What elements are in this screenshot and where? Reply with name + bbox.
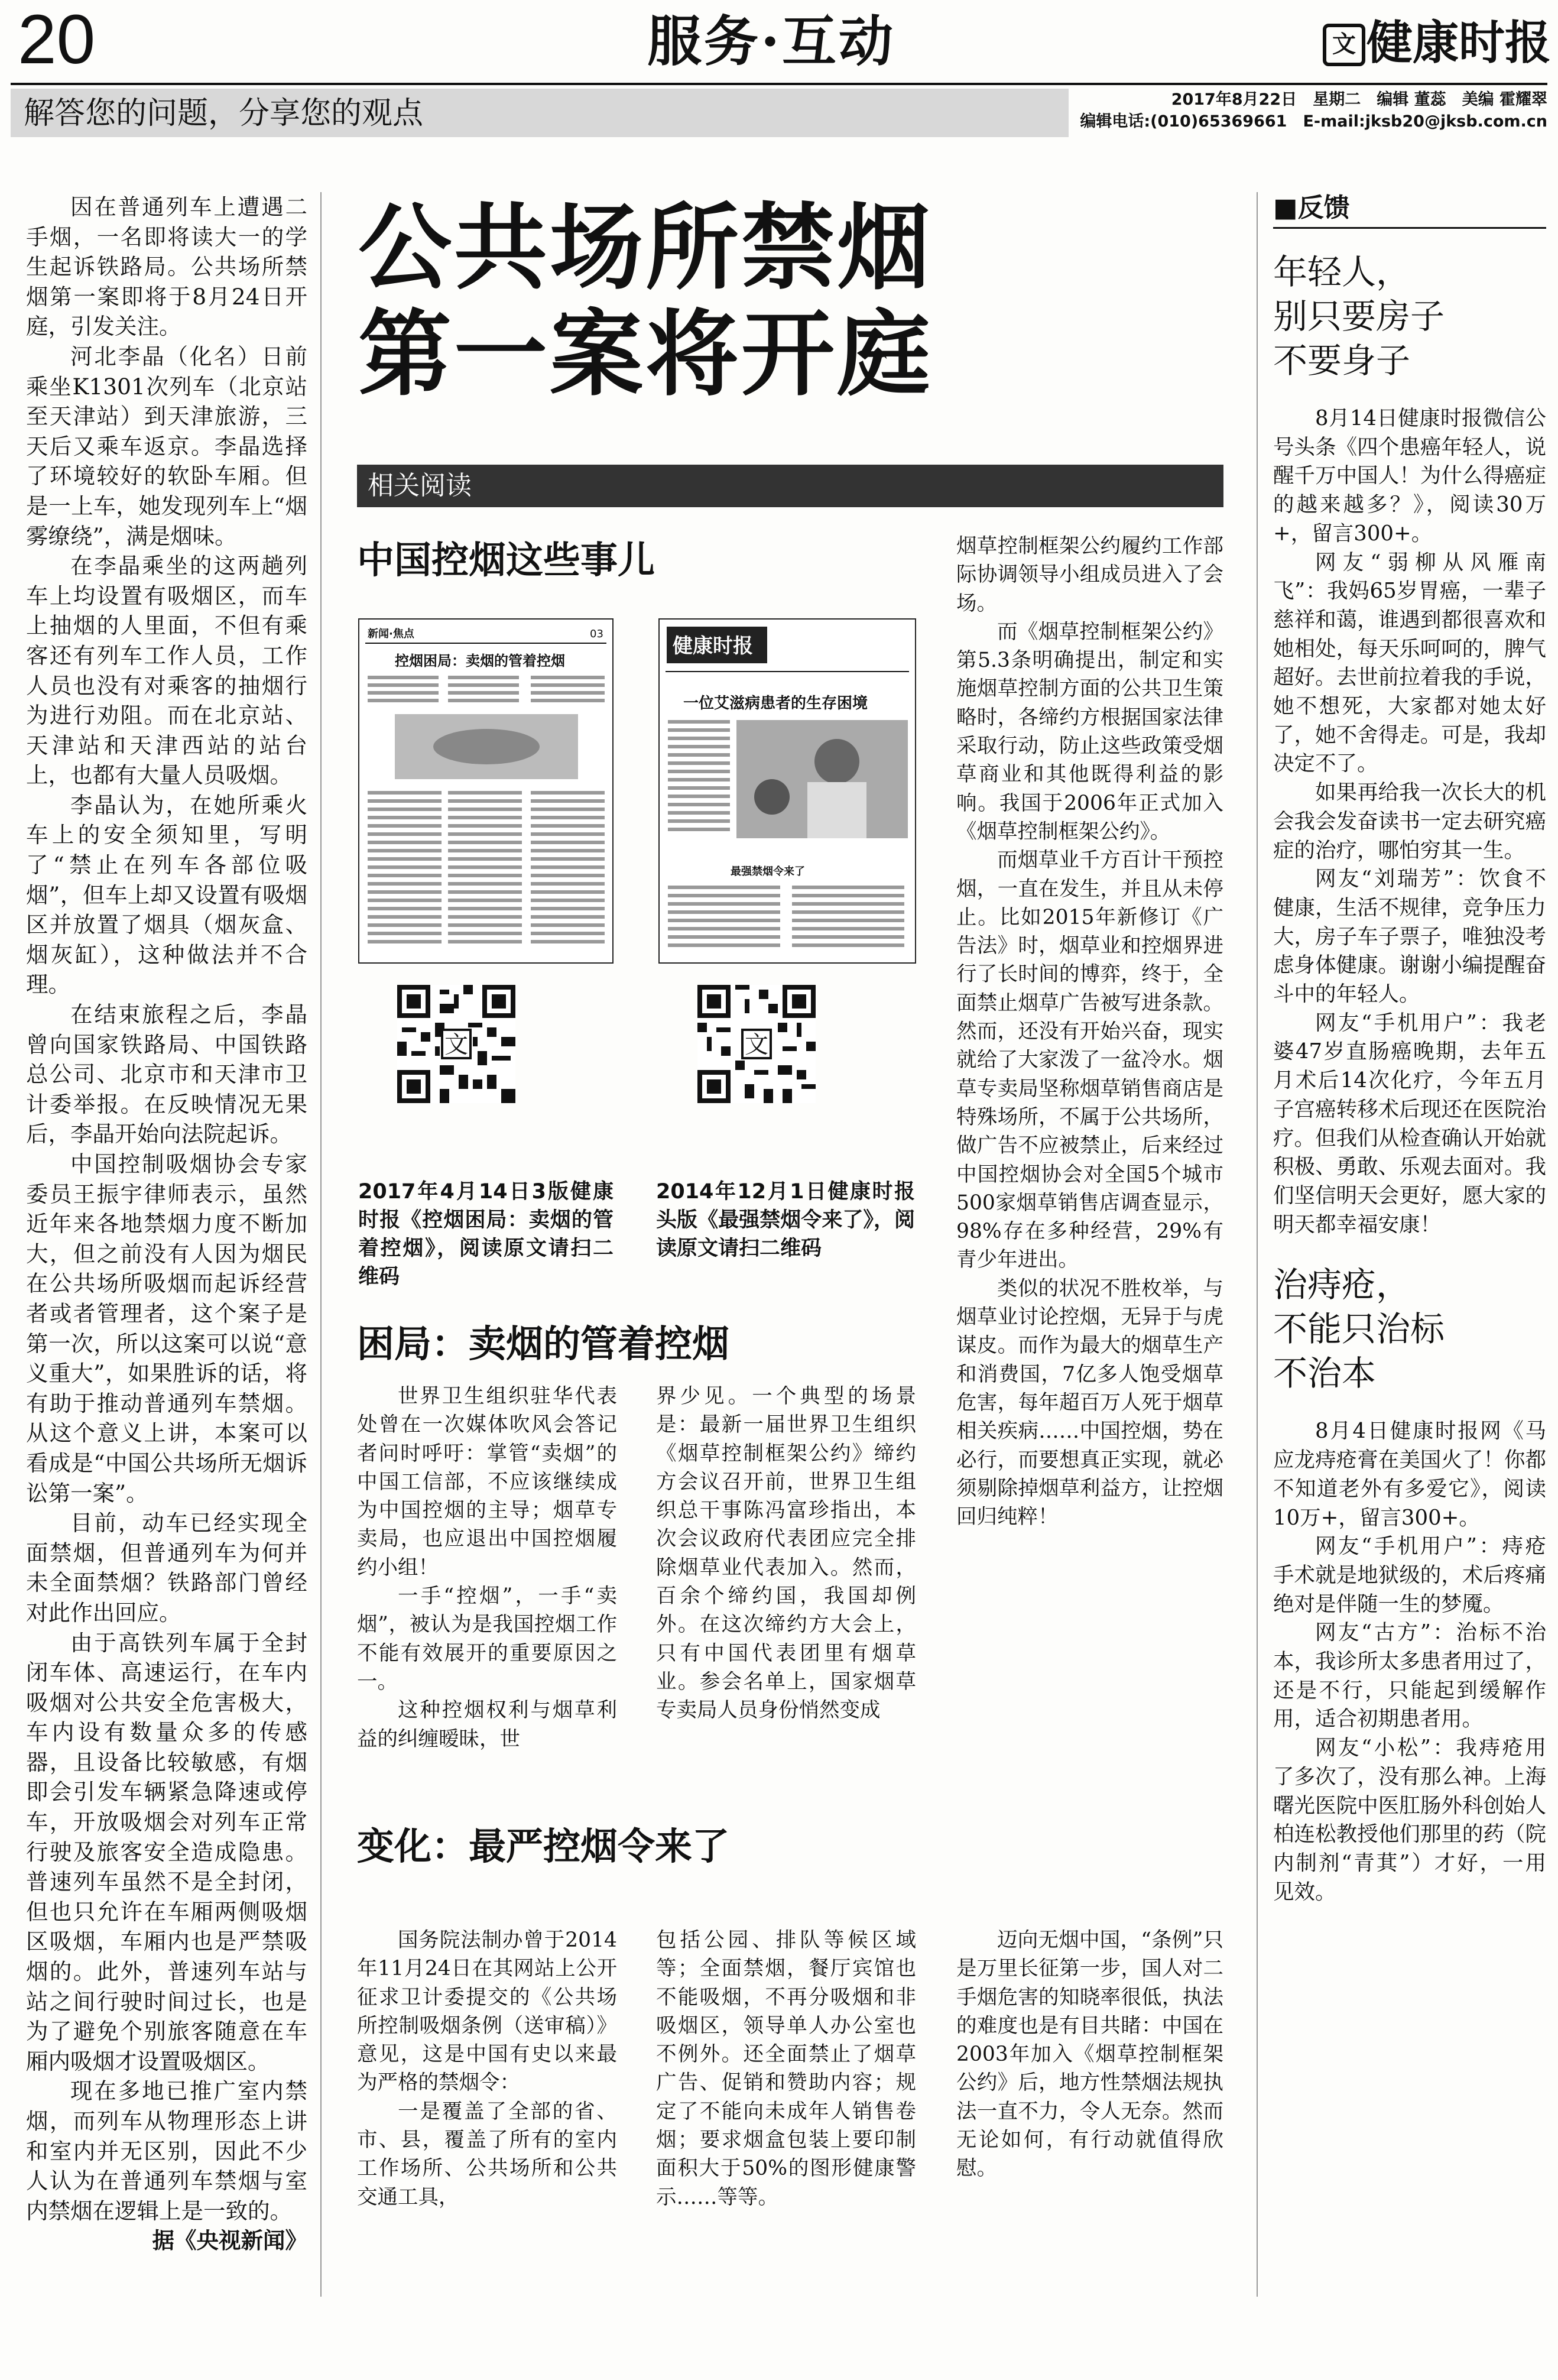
- title-line: 别只要房子: [1273, 296, 1445, 336]
- title-line: 治痔疮，: [1273, 1264, 1411, 1305]
- body-paragraph: 一是覆盖了全部的省、市、县，覆盖了所有的室内工作场所、公共场所和公共交通工具，: [357, 2099, 617, 2209]
- body-paragraph: 一手“控烟”，一手“卖烟”，被认为是我国控烟工作不能有效展开的重要原因之一。: [357, 1584, 617, 1694]
- column-divider: [1257, 192, 1258, 2297]
- section3-column-3: [956, 1926, 1223, 2183]
- main-headline: [358, 195, 949, 408]
- story-paragraph: 河北李晶（化名）日前乘坐K1301次列车（北京站至天津站）到天津旅游，三天后又乘车返京。李晶选择了环境较好的软卧车厢。但是一上车，她发现列车上“烟雾缭绕”，满是烟味。: [26, 343, 307, 549]
- headline-line: 公共场所禁烟: [358, 194, 933, 303]
- body-paragraph: 这种控烟权利与烟草利益的纠缠暧昧，世: [357, 1698, 617, 1751]
- body-paragraph: 而《烟草控制框架公约》第5.3条明确提出，制定和实施烟草控制方面的公共卫生策略时，各缔约方根据国家法律采取行动，防止这些政策受烟草商业和其他既得利益的影响。我国于2006年正式加入《烟草控制框架公约》。: [956, 620, 1223, 844]
- column-divider: [320, 192, 322, 2297]
- qr-center-mark: 文: [444, 1031, 468, 1059]
- section2-column-2: [656, 1382, 916, 1725]
- editor-info: [1075, 89, 1547, 132]
- section2-column-1: [357, 1382, 617, 1753]
- qr-center-mark: 文: [745, 1031, 768, 1059]
- newspaper-thumbnail-2014: [658, 618, 916, 964]
- title-line: 不要身子: [1273, 341, 1411, 381]
- section-title: 服务·互动: [647, 9, 896, 73]
- thumbnail-art: [660, 620, 915, 962]
- feedback-paragraph: 网友“刘瑞芳”：饮食不健康，生活不规律，竞争压力大，房子车子票子，唯独没考虑身体健康。谢谢小编提醒奋斗中的年轻人。: [1273, 867, 1546, 1007]
- feedback-paragraph: 网友“古方”：治标不治本，我诊所太多患者用过了，还是不行，只能起到缓解作用，适合初期患者用。: [1273, 1620, 1546, 1732]
- story-paragraph: 在结束旅程之后，李晶曾向国家铁路局、中国铁路总公司、北京市和天津市卫计委举报。在反映情况无果后，李晶开始向法院起诉。: [26, 1001, 307, 1147]
- story-paragraph: 李晶认为，在她所乘火车上的安全须知里，写明了“禁止在列车各部位吸烟”，但车上却又设置有吸烟区并放置了烟具（烟灰盒、烟灰缸），这种做法并不合理。: [26, 792, 307, 998]
- story-paragraph: 由于高铁列车属于全封闭车体、高速运行，在车内吸烟对公共安全危害极大，车内设有数量众多的传感器，且设备比较敏感，有烟即会引发车辆紧急降速或停车，开放吸烟会对列车正常行驶及旅客安全造成隐患。普速列车虽然不是全封闭，但也只允许在车厢两侧吸烟区吸烟，车厢内也是严禁吸烟的。此外，普速列车站与站之间行驶时间过长，也是为了避免个别旅客随意在车厢内吸烟才设置吸烟区。: [26, 1629, 307, 2074]
- feedback-paragraph: 网友“手机用户”：我老婆47岁直肠癌晚期，去年五月术后14次化疗，今年五月子宫癌转移术后现还在医院治疗。但我们从检查确认开始就积极、勇敢、乐观去面对。我们坚信明天会更好，愿大家的明天都幸福安康！: [1273, 1010, 1546, 1237]
- feedback-label: ■反馈: [1273, 193, 1350, 223]
- body-paragraph: 界少见。一个典型的场景是：最新一届世界卫生组织《烟草控制框架公约》缔约方会议召开前，世界卫生组织总干事陈冯富珍指出，本次会议政府代表团应完全排除烟草业代表加入。然而，百余个缔约国，我国却例外。在这次缔约方大会上，只有中国代表团里有烟草业。参会名单上，国家烟草专卖局人员身份悄然变成: [656, 1384, 916, 1723]
- story-source: 据《央视新闻》: [152, 2227, 307, 2254]
- feedback-item-title: [1273, 250, 1546, 383]
- date-editors: 2017年8月22日 星期二 编辑 董蕊 美编 霍耀翠: [1171, 90, 1547, 109]
- headline-line: 第一案将开庭: [358, 300, 933, 409]
- related-title: 中国控烟这些事儿: [357, 539, 655, 582]
- related-reading-bar: [357, 465, 1223, 507]
- thumbnail-art: [359, 620, 612, 962]
- qr-code-icon[interactable]: [697, 985, 816, 1105]
- main-story-body: [26, 192, 307, 2256]
- page-number: 20: [18, 1, 96, 79]
- thumbnail-caption: 2017年4月14日3版健康时报《控烟困局：卖烟的管着控烟》，阅读原文请扫二维码: [358, 1180, 614, 1289]
- tagline: 解答您的问题，分享您的观点: [24, 96, 424, 131]
- thumb-footer: 最强禁烟令来了: [731, 865, 805, 878]
- body-paragraph: 烟草控制框架公约履约工作部际协调领导小组成员进入了会场。: [956, 534, 1223, 615]
- body-paragraph: 世界卫生组织驻华代表处曾在一次媒体吹风会答记者问时呼吁：掌管“卖烟”的中国工信部，不应该继续成为中国控烟的主导；烟草专卖局，也应退出中国控烟履约小组！: [357, 1384, 617, 1580]
- body-paragraph: 迈向无烟中国，“条例”只是万里长征第一步，国人对二手烟危害的知晓率很低，执法的难度也是有目共睹：中国在2003年加入《烟草控制框架公约》后，地方性禁烟法规执法一直不力，令人无奈。然而无论如何，有行动就值得欣慰。: [956, 1928, 1223, 2181]
- story-paragraph: 现在多地已推广室内禁烟，而列车从物理形态上讲和室内并无区别，因此不少人认为在普通列车禁烟与室内禁烟在逻辑上是一致的。: [26, 2078, 307, 2224]
- title-line: 年轻人，: [1273, 252, 1411, 292]
- feedback-item-title: [1273, 1263, 1546, 1396]
- story-paragraph: 在李晶乘坐的这两趟列车上均设置有吸烟区，而车上抽烟的人里面，不但有乘客还有列车工作人员，工作人员也没有对乘客的抽烟行为进行劝阻。而在北京站、天津站和天津西站的站台上，也都有大量人员吸烟。: [26, 553, 307, 789]
- body-paragraph: 而烟草业千方百计干预控烟，一直在发生，并且从未停止。比如2015年新修订《广告法》时，烟草业和控烟界进行了长时间的博弈，终于，全面禁止烟草广告被写进条款。然而，还没有开始兴奋，现实就给了大家泼了一盆冷水。烟草专卖局坚称烟草销售商店是特殊场所，不属于公共场所，做广告不应被禁止，后来经过中国控烟协会对全国5个城市500家烟草销售店调查显示，98%存在多种经营，29%有青少年进出。: [956, 848, 1223, 1272]
- story-paragraph: 中国控制吸烟协会专家委员王振宇律师表示，虽然近年来各地禁烟力度不断加大，但之前没有人因为烟民在公共场所吸烟而起诉经营者或者管理者，这个案子是第一次，所以这案可以说“意义重大”，如果胜诉的话，将有助于推动普通列车禁烟。从这个意义上讲，本案可以看成是“中国公共场所无烟诉讼第一案”。: [26, 1151, 307, 1506]
- title-line: 不能只治标: [1273, 1309, 1445, 1350]
- story-paragraph: 因在普通列车上遭遇二手烟，一名即将读大一的学生起诉铁路局。公共场所禁烟第一案即将于8月24日开庭，引发关注。: [26, 194, 307, 340]
- related-reading-label: 相关阅读: [368, 471, 472, 501]
- related-column-3: [956, 532, 1223, 1531]
- section-title-change: 变化：最严控烟令来了: [357, 1825, 729, 1868]
- body-paragraph: 国务院法制办曾于2014年11月24日在其网站上公开征求卫计委提交的《公共场所控制吸烟条例（送审稿）》意见，这是中国有史以来最为严格的禁烟令：: [357, 1928, 617, 2095]
- section3-column-2: [656, 1926, 916, 2212]
- feedback-item-body: [1273, 404, 1546, 1239]
- section3-column-1: [357, 1926, 617, 2212]
- feedback-paragraph: 如果再给我一次长大的机会我会发奋读书一定去研究癌症的治疗，哪怕穷其一生。: [1273, 780, 1546, 862]
- title-line: 不治本: [1273, 1353, 1377, 1394]
- feedback-paragraph: 8月4日健康时报网《马应龙痔疮膏在美国火了！你都不知道老外有多爱它》，阅读10万+，留言300+。: [1273, 1419, 1546, 1530]
- thumb-header: 新闻·焦点: [368, 628, 414, 640]
- newspaper-logo-text: 健康时报: [1367, 16, 1551, 70]
- body-paragraph: 包括公园、排队等候区域等；全面禁烟，餐厅宾馆也不能吸烟，不再分吸烟和非吸烟区，领导单人办公室也不例外。还全面禁止了烟草广告、促销和赞助内容；规定了不能向未成年人销售卷烟；要求烟盒包装上要印制面积大于50%的图形健康警示……等等。: [656, 1928, 916, 2209]
- thumb-header: 健康时报: [673, 634, 753, 658]
- feedback-paragraph: 网友“小松”：我痔疮用了多次了，没有那么神。上海曙光医院中医肛肠外科创始人柏连松教授他们那里的药（院内制剂“青萁”）才好，一用见效。: [1273, 1736, 1546, 1904]
- feedback-rule: [1273, 227, 1546, 229]
- masthead-rule: [11, 83, 1547, 85]
- feedback-column: [1273, 189, 1546, 1906]
- thumb-page: 03: [590, 628, 603, 640]
- section-title-predicament: 困局：卖烟的管着控烟: [357, 1322, 729, 1366]
- feedback-paragraph: 网友“手机用户”：痔疮手术就是地狱级的，术后疼痛绝对是伴随一生的梦魇。: [1273, 1534, 1546, 1616]
- body-paragraph: 类似的状况不胜枚举，与烟草业讨论控烟，无异于与虎谋皮。而作为最大的烟草生产和消费国，7亿多人饱受烟草危害，每年超百万人死于烟草相关疾病……中国控烟，势在必行，而要想真正实现，就必须剔除掉烟草利益方，让控烟回归纯粹！: [956, 1276, 1223, 1529]
- newspaper-logo-icon: 文: [1323, 24, 1365, 66]
- story-paragraph: 目前，动车已经实现全面禁烟，但普通列车为何并未全面禁烟？铁路部门曾经对此作出回应。: [26, 1510, 307, 1626]
- thumb-title: 一位艾滋病患者的生存困境: [683, 695, 868, 712]
- newspaper-thumbnail-2017: [358, 618, 614, 964]
- feedback-item-body: [1273, 1417, 1546, 1906]
- feedback-paragraph: 网友“弱柳从风雁南飞”：我妈65岁胃癌，一辈子慈祥和蔼，谁遇到都很喜欢和她相处，每天乐呵呵的，脾气超好。去世前拉着我的手说，她不想死，大家都对她太好了，她不舍得走。可是，我却决定不了。: [1273, 550, 1546, 776]
- thumbnail-caption: 2014年12月1日健康时报头版《最强禁烟令来了》，阅读原文请扫二维码: [656, 1180, 915, 1260]
- thumb-title: 控烟困局：卖烟的管着控烟: [395, 652, 565, 669]
- qr-code-icon[interactable]: [397, 985, 515, 1105]
- feedback-paragraph: 8月14日健康时报微信公号头条《四个患癌年轻人，说醒千万中国人！为什么得癌症的越来越多？》，阅读30万+，留言300+。: [1273, 406, 1546, 546]
- contact-info: 编辑电话:(010)65369661 E-mail:jksb20@jksb.com.cn: [1080, 112, 1547, 131]
